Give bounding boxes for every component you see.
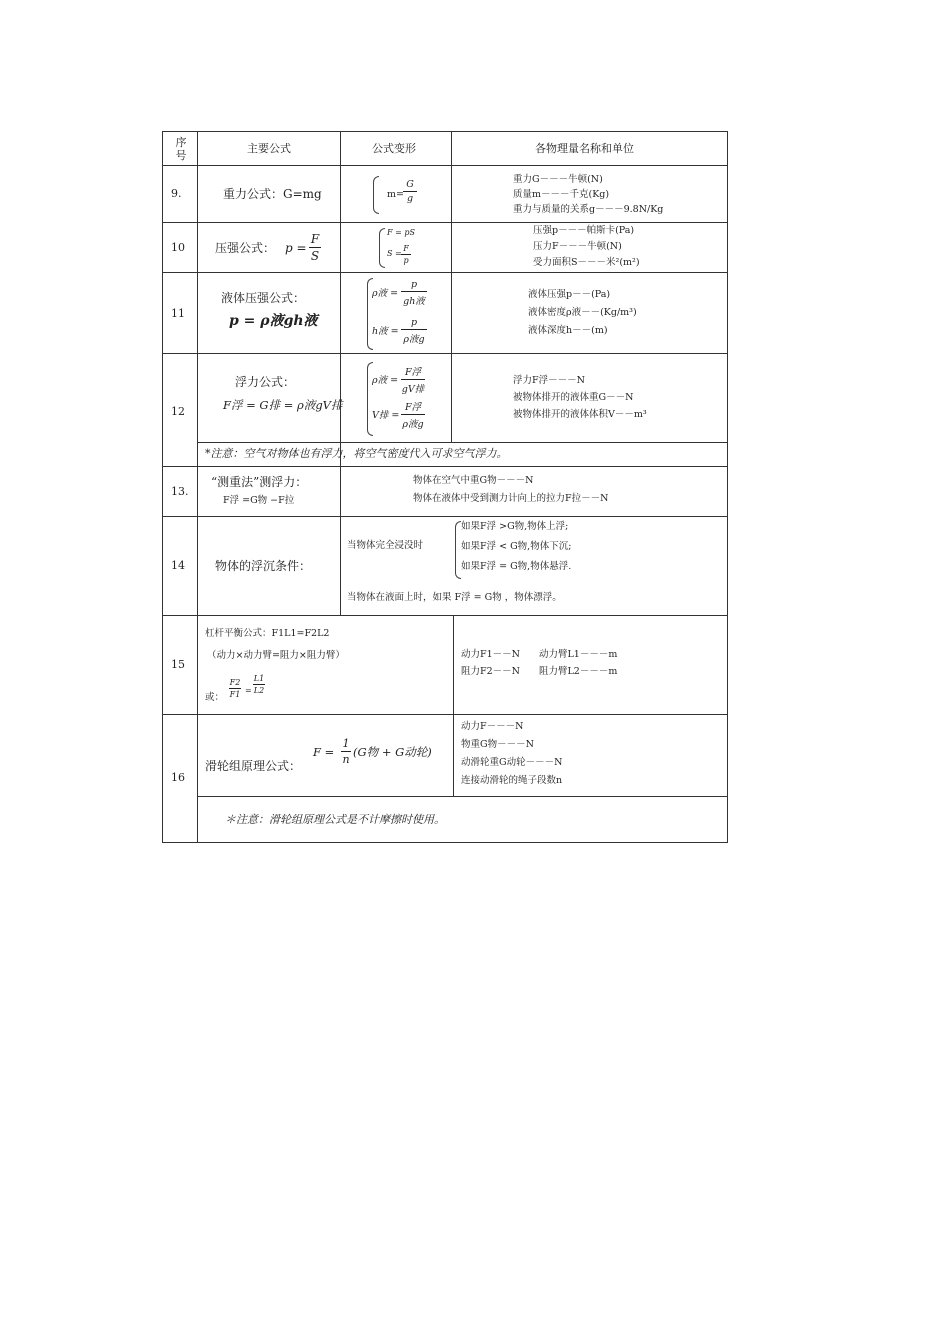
fraction-den: n <box>342 753 350 766</box>
unit-line: 物体在空气中重G物－－－N <box>413 475 534 486</box>
unit-line: 动滑轮重G动轮－－－N <box>461 757 563 768</box>
brace <box>379 228 385 268</box>
fraction-den: gh液 <box>403 296 425 307</box>
unit-line: 液体压强p－－(Pa) <box>528 289 611 300</box>
row-divider <box>163 615 728 616</box>
row-num: 9. <box>171 187 182 200</box>
cond-label: 当物体完全浸没时 <box>347 540 424 551</box>
deform-lhs: m= <box>387 189 404 200</box>
unit-line: 被物体排开的液体重G－－N <box>513 392 634 403</box>
fraction-num: 1 <box>342 737 350 750</box>
col-divider-1 <box>197 132 198 843</box>
fraction-num: L1 <box>253 674 265 683</box>
unit-line: 液体密度ρ液－－(Kg/m³) <box>528 307 637 318</box>
fraction-num: p <box>410 279 418 290</box>
fraction-den: S <box>310 249 320 263</box>
col-divider-3b <box>453 615 454 797</box>
unit-line: 重力与质量的关系g－－－9.8N/Kg <box>513 204 664 215</box>
cond-line: 如果F浮 = G物,物体悬浮. <box>461 561 572 572</box>
deform-lhs: h液 = <box>372 326 399 337</box>
col-divider-3 <box>451 132 452 442</box>
main-or: 或： <box>205 692 225 703</box>
deform-fraction <box>401 244 411 265</box>
deform-fraction <box>401 399 425 430</box>
row-divider <box>163 714 728 715</box>
unit-line: 受力面积S－－－米²(m²) <box>533 257 640 268</box>
unit-line: 连接动滑轮的绳子段数n <box>461 775 563 786</box>
fraction-den: ρ液g <box>402 419 424 430</box>
unit-line: 动力臂L1－－－m <box>539 649 618 660</box>
header-deform: 公式变形 <box>372 142 416 155</box>
main-formula: 重力公式：G=mg <box>223 187 322 201</box>
cond-line: 如果F浮 >G物,物体上浮; <box>461 521 569 532</box>
formula-fraction <box>341 737 351 766</box>
float-line: 当物体在液面上时，如果 F浮 = G物 ，物体漂浮。 <box>347 592 562 603</box>
main-label: 压强公式： <box>215 241 276 255</box>
unit-line: 质量m－－－千克(Kg) <box>513 189 610 200</box>
row-divider <box>197 442 728 443</box>
row-divider <box>163 272 728 273</box>
main-line: （动力×动力臂=阻力×阻力臂） <box>207 650 345 661</box>
main-label: 滑轮组原理公式： <box>205 759 302 773</box>
main-formula: p = ρ液gh液 <box>229 313 318 329</box>
row-divider <box>163 222 728 223</box>
unit-line: 动力F1－－N <box>461 649 520 660</box>
fraction-num: F <box>403 244 409 253</box>
unit-line: 浮力F浮－－－N <box>513 375 585 386</box>
row-divider <box>163 466 728 467</box>
deform-lhs: V排 = <box>372 410 400 421</box>
unit-line: 液体深度h－－(m) <box>528 325 608 336</box>
fraction-den: ρ液g <box>403 334 425 345</box>
row-divider <box>163 353 728 354</box>
deform-lhs: ρ液 = <box>372 288 399 299</box>
fraction-den: F1 <box>229 690 241 699</box>
row-num: 12 <box>171 405 185 418</box>
row-num: 10 <box>171 241 185 254</box>
main-fraction <box>309 232 321 263</box>
fraction-num: G <box>406 179 414 190</box>
row-divider <box>197 796 728 797</box>
fraction-den: p <box>403 256 409 265</box>
main-label: 浮力公式： <box>235 375 296 389</box>
deform-line: F = pS <box>387 228 415 237</box>
row-num: 11 <box>171 307 185 320</box>
unit-line: 被物体排开的液体体积V－－m³ <box>513 409 647 420</box>
main-lhs: p = <box>285 241 307 255</box>
lever-fraction-b <box>253 674 265 695</box>
unit-line: 动力F－－－N <box>461 721 524 732</box>
fraction-num: F2 <box>229 678 241 687</box>
brace <box>373 176 379 214</box>
note-text: *注意：空气对物体也有浮力，将空气密度代入可求空气浮力。 <box>205 447 508 460</box>
fraction-den: gV排 <box>401 384 425 395</box>
unit-line: 压力F－－－牛顿(N) <box>533 241 622 252</box>
fraction-num: F浮 <box>404 367 422 378</box>
row-num: 13. <box>171 485 189 498</box>
fraction-num: F <box>310 232 320 246</box>
fraction-den: g <box>406 193 414 204</box>
unit-line: 重力G－－－牛顿(N) <box>513 174 603 185</box>
main-label: 液体压强公式： <box>221 291 306 305</box>
lever-fraction-a <box>229 678 241 699</box>
row-num: 16 <box>171 771 185 784</box>
fraction-den: L2 <box>253 686 265 695</box>
row-divider <box>163 516 728 517</box>
main-line: “测重法”测浮力： <box>211 475 308 489</box>
formula-rest: (G物 + G动轮) <box>353 745 432 759</box>
header-main: 主要公式 <box>247 142 291 155</box>
row-divider <box>163 165 728 166</box>
header-units: 各物理量名称和单位 <box>535 142 634 155</box>
unit-line: 物体在液体中受到测力计向上的拉力F拉－－N <box>413 493 609 504</box>
col-divider-2 <box>340 132 341 615</box>
unit-line: 阻力臂L2－－－m <box>539 666 618 677</box>
brace <box>367 362 373 436</box>
deform-fraction <box>401 364 425 395</box>
row-num: 15 <box>171 658 185 671</box>
deform-fraction <box>401 279 427 307</box>
formula-table <box>162 131 728 843</box>
formula-lhs: F = <box>313 745 335 759</box>
deform-line: S = <box>387 249 402 258</box>
fraction-num: F浮 <box>404 402 422 413</box>
main-line: F浮 =G物 −F拉 <box>223 495 295 506</box>
row-num: 14 <box>171 559 185 572</box>
deform-fraction <box>401 317 427 345</box>
unit-line: 压强p－－－帕斯卡(Pa) <box>533 225 635 236</box>
main-formula: F浮 = G排 = ρ液gV排 <box>223 398 343 412</box>
deform-fraction <box>403 179 417 204</box>
equals: = <box>245 686 252 695</box>
unit-line: 物重G物－－－N <box>461 739 534 750</box>
fraction-num: p <box>410 317 418 328</box>
unit-line: 阻力F2－－N <box>461 666 520 677</box>
deform-lhs: ρ液 = <box>372 375 399 386</box>
cond-line: 如果F浮 < G物,物体下沉; <box>461 541 572 552</box>
main-line: 杠杆平衡公式：F1L1=F2L2 <box>205 628 330 639</box>
header-num: 序号 <box>175 136 187 162</box>
note-text: ＊注意：滑轮组原理公式是不计摩擦时使用。 <box>225 813 445 826</box>
main-label: 物体的浮沉条件： <box>215 559 312 573</box>
